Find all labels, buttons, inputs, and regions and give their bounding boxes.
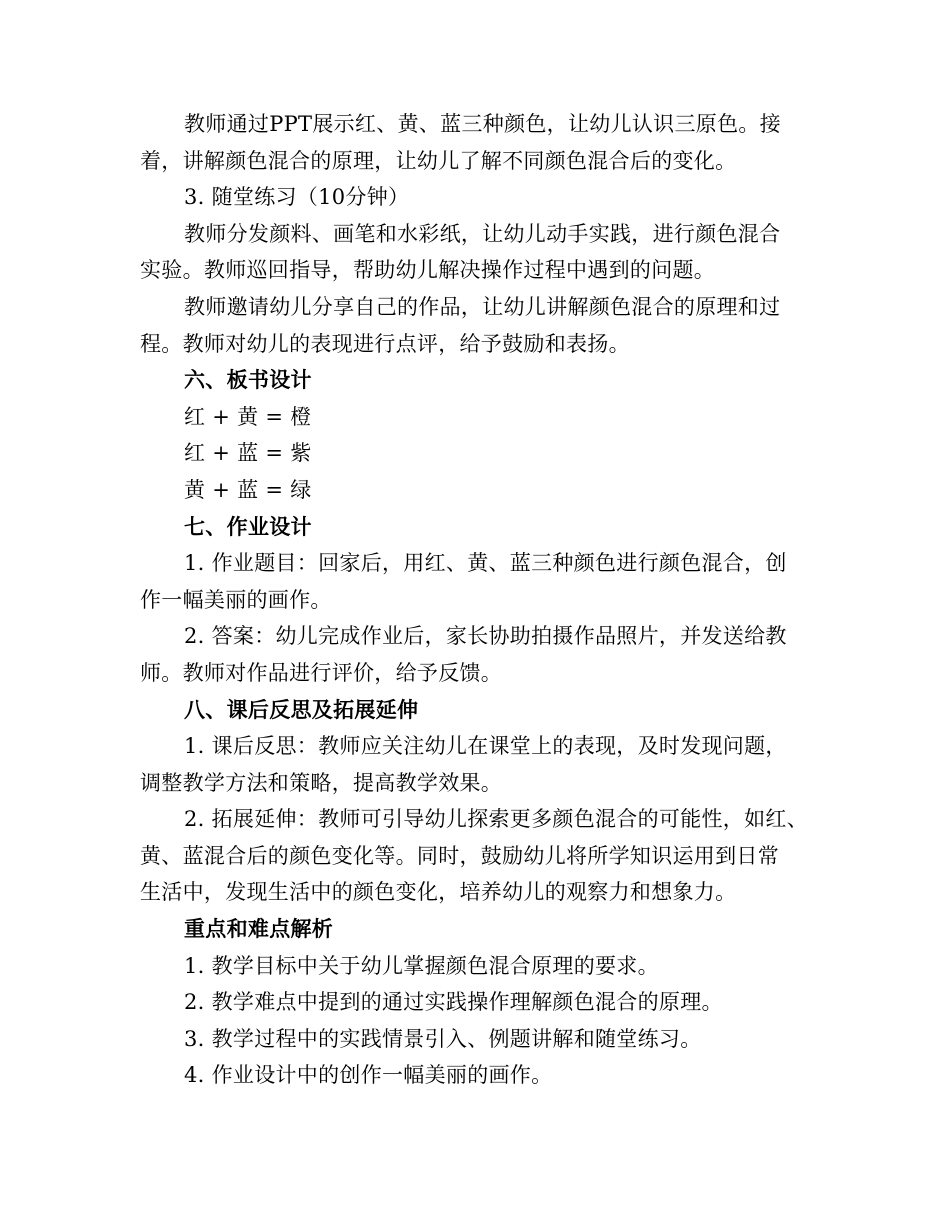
body-text-line: 1. 课后反思：教师应关注幼儿在课堂上的表现，及时发现问题， [184, 734, 787, 759]
body-text-line: 黄、蓝混合后的颜色变化等。同时，鼓励幼儿将所学知识运用到日常 [140, 843, 779, 868]
body-text-line: 程。教师对幼儿的表现进行点评，给予鼓励和表扬。 [140, 331, 630, 356]
list-item: 3. 教学过程中的实践情景引入、例题讲解和随堂练习。 [184, 1026, 702, 1051]
body-text-line: 实验。教师巡回指导，帮助幼儿解决操作过程中遇到的问题。 [140, 258, 716, 283]
board-formula: 黄 + 蓝 = 绿 [184, 477, 312, 502]
section-heading: 七、作业设计 [184, 513, 312, 539]
body-text-line: 教师邀请幼儿分享自己的作品，让幼儿讲解颜色混合的原理和过 [184, 294, 781, 319]
board-formula: 红 + 黄 = 橙 [184, 404, 312, 429]
body-text-line: 2. 拓展延伸：教师可引导幼儿探索更多颜色混合的可能性，如红、 [184, 807, 809, 832]
body-text-line: 教师通过PPT展示红、黄、蓝三种颜色，让幼儿认识三原色。接 [184, 112, 781, 136]
section-heading: 重点和难点解析 [184, 916, 334, 942]
section-heading: 六、板书设计 [184, 367, 312, 393]
body-text-line: 师。教师对作品进行评价，给予反馈。 [140, 660, 503, 685]
list-item: 1. 教学目标中关于幼儿掌握颜色混合原理的要求。 [184, 953, 659, 978]
body-text-line: 1. 作业题目：回家后，用红、黄、蓝三种颜色进行颜色混合，创 [184, 551, 787, 576]
body-text-line: 调整教学方法和策略，提高教学效果。 [140, 770, 503, 795]
body-text-line: 作一幅美丽的画作。 [140, 587, 332, 612]
list-item: 2. 教学难点中提到的通过实践操作理解颜色混合的原理。 [184, 990, 723, 1015]
body-text-line: 生活中，发现生活中的颜色变化，培养幼儿的观察力和想象力。 [140, 880, 737, 905]
list-item: 4. 作业设计中的创作一幅美丽的画作。 [184, 1063, 553, 1088]
body-text-line: 着，讲解颜色混合的原理，让幼儿了解不同颜色混合后的变化。 [140, 148, 737, 173]
body-text-line: 2. 答案：幼儿完成作业后，家长协助拍摄作品照片，并发送给教 [184, 624, 787, 649]
section-heading: 八、课后反思及拓展延伸 [184, 696, 419, 722]
body-text-line: 教师分发颜料、画笔和水彩纸，让幼儿动手实践，进行颜色混合 [184, 221, 781, 246]
subsection-title: 3. 随堂练习（10分钟） [184, 185, 410, 210]
document-page [140, 106, 810, 1094]
board-formula: 红 + 蓝 = 紫 [184, 441, 312, 466]
